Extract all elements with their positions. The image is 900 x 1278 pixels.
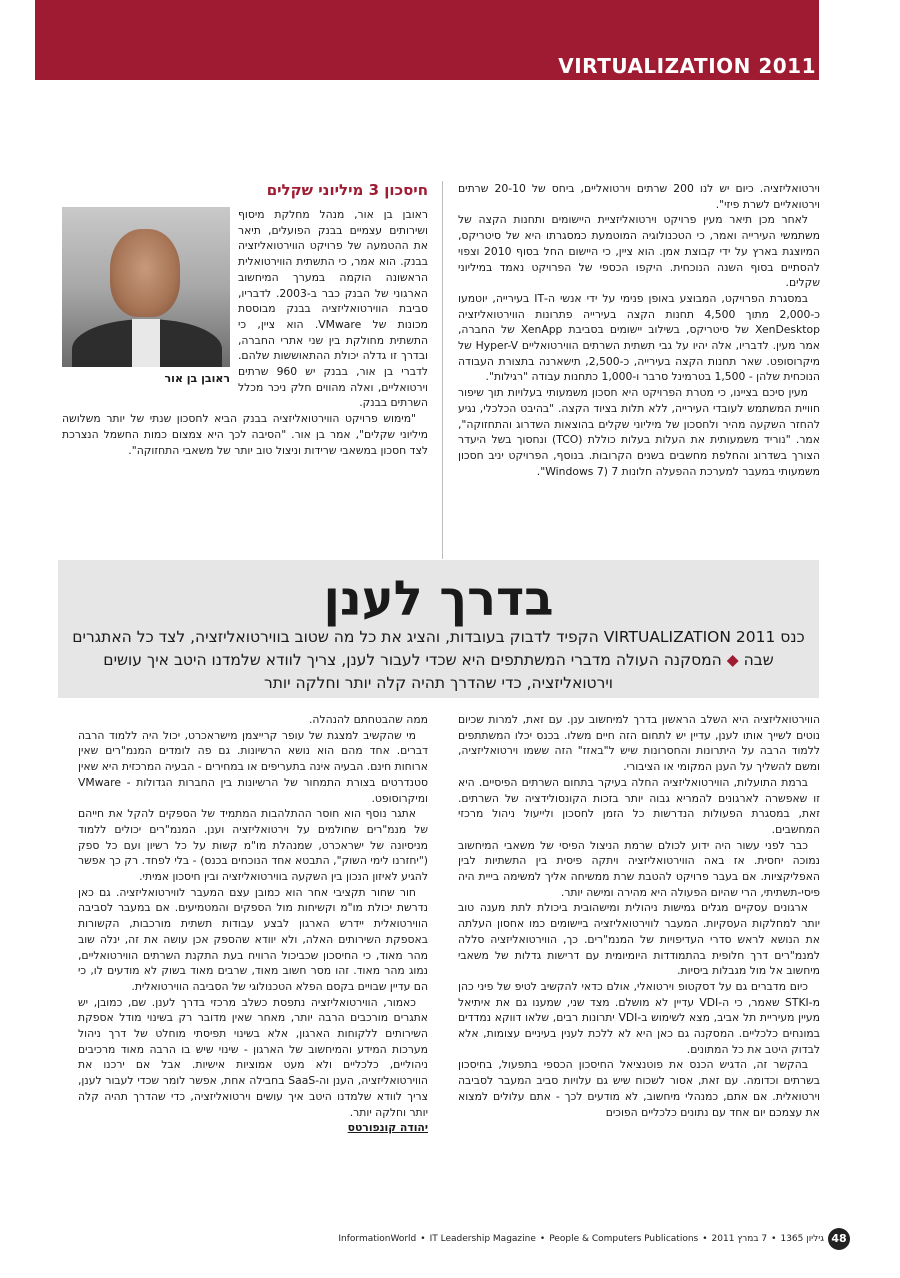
paragraph: "מימוש פרויקט הווירטואליזציה בבנק הביא לחסכון שנתי של יותר משלושה מיליוני שקלים", אמר בן אור. "הסיבה לכך היא צמצום כמות החשמל הנצרכת לצד חסכון במשאבי שרידות וניצול טוב יותר של משאבי התחזוקה". [62, 412, 428, 457]
feature-title: בדרך לענן [323, 571, 554, 627]
article-continuation-column [458, 181, 820, 479]
issue-date: 7 במרץ 2011 [711, 1234, 768, 1244]
paragraph: חור שחור תקציבי אחר הוא כמובן עצם המעבר לווירטואליזציה. גם כאן נדרשת יכולת מו"מ וקשיחות מול הספקים והמטמיעים. אם במעבר לסביבה הווירטואלית יידרש הארגון לבצע עבודות תשתית מורכבות, הקשורות באספקת השירותים האלה, ולא יוודא שהספק אכן עושה את זה, ינלה שוב מהר מאוד, כי החיסכון שכביכול הרוויח בעת התקנת השרתים הווירטואליים, נמוג מהר מאוד. זהו מסר חשוב מאוד, שרבים מאוד בשוק לא מודעים לו, כי הם עדיין שבויים בקסם הפלא הטכנולוגי של הסביבה הווירטואלית. [78, 885, 428, 993]
deck-text: המסקנה העולה מדברי המשתתפים היא שכדי לעבור לענן, צריך לוודא שלמדנו היטב איך עושים וירטואליזציה, כדי שהדרך תהיה קלה יותר וחלקה יותר [103, 651, 722, 692]
paragraph: כאמור, הווירטואליזציה נתפסת כשלב מרכזי בדרך לענן. שם, כמובן, יש אתגרים מורכבים הרבה יותר, מאחר שאין מדובר רק בשינוי מודל אספקת השירותים ללקוחות הארגון, אלא בשינוי תפיסתי מוחלט של דרך ניהול מערכות המידע והמיחשוב של הארגון - שינוי שיש בו הרבה מאוד מרכיבים ניהוליים, כלכליים ולא מעט אמוציות אישיות. אבל אם ירכנו את הווירטואליזציה, הענן וה-SaaS בחבילה אחת, אפשר לומר שכדי לעבור לענן, צריך לוודא שלמדנו היטב איך עושים וירטואליזציה, כדי שהדרך תהיה קלה יותר וחלקה יותר. [78, 995, 428, 1119]
column-divider [442, 181, 443, 559]
paragraph: ממה שהבטחתם להנהלה. [308, 713, 428, 726]
paragraph: במסגרת הפרויקט, המבוצע באופן פנימי על ידי אנשי ה-IT בעירייה, יוטמעו כ-2,000 מתוך 4,500 תחנות הקצה בעירייה פתרונות הווירטואליזציה XenDesktop של סיטריקס, בשילוב יישומים בסביבת XenApp של החברה, אמר מעין. לדבריו, אלה יהיו על גבי תשתית השרתים הווירטואליים Hyper-V של מיקרוסופט. שאר תחנות הקצה בעירייה, כ-2,500, תישארנה בתצורת העבודה הנוכחית שלהן - 1,500 בטרמינל סרבר ו-1,000 כתחנות עבודה "רגילות". [458, 291, 821, 384]
paragraph: אתגר נוסף הוא חוסר ההתלהבות המתמיד של הספקים להקל את חייהם של מנמ"רים שחולמים על וירטואליזציה וענן. המנמ"רים יכולים ללמוד מניסיונה של ישראכרט, שמנהלת מו"מ קשות על כל רשיון ועם כל ספק ("יחזרנו לימי השוק", התבטא אחד הנוכחים בכנס) - בלי לפחד. רק כך אפשר להגיע לאיזון הנכון בין השקעה בווירטואליזציה ובין חיסכון אמיתי. [78, 807, 428, 884]
page-footer [338, 1228, 850, 1250]
paragraph: בהקשר זה, הדגיש הכנס את פוטנציאל החיסכון הכספי בתפעול, בחיסכון בשרתים וכדומה. עם זאת, אסור לשכוח שיש גם עלויות סביב המעבר לסביבה וירטואלית. אם אתם, כמנהלי מיחשוב, לא מודעים לכך - אתם עלולים למצוא את עצמכם יום אחד עם נתונים כלכליים הפוכים [458, 1058, 820, 1119]
page-number: 48 [828, 1228, 850, 1250]
footer-separator: • [771, 1234, 777, 1244]
photo-caption: ראובן בן אור [164, 372, 230, 385]
paragraph: הווירטואליזציה היא השלב הראשון בדרך למיחשוב ענן. עם זאת, למרות שכיום נוטים לשייך אותו לענן, עדיין יש לתחום הזה חיים משלו. בכנס יכלו המשתתפים ללמוד הרבה על היתרונות והחסרונות שיש ל"באזז" הזה ששמו וירטואליזציה, ומשם להשליך על הענן המקומי או הציבורי. [458, 713, 820, 774]
section-title: VIRTUALIZATION 2011 [558, 54, 816, 78]
deck-text: כנס VIRTUALIZATION 2011 הקפיד לדבוק בעובדות, והציג את כל מה שטוב בווירטואליזציה, לצד כל האתגרים שבה [72, 628, 805, 669]
paragraph: מי שהקשיב למצגת של עופר קרייצמן מישראכרט, יכול היה ללמוד הרבה דברים. אחד מהם הוא נושא הרשיונות. גם פה לומדים המנמ"רים שאין ארוחות חינם. הבעיה אינה בתעריפים או במחירים - הבעיה המרכזית היא שאין סטנדרטים בצורת התמחור של הרשיונות בין החברות הגדולות - VMware ומיקרוסופט. [78, 728, 428, 805]
article-column-left [78, 712, 428, 1136]
paragraph: כבר לפני עשור היה ידוע לכולם שרמת הניצול הפיסי של משאבי המיחשוב נמוכה יחסית. אז באה הווירטואליזציה ויתקה פיסית בין התשתיות לבין האפליקציות. אם בעבר פרויקט להטבת שרת ממשיחה אליך למשימה בייית היה פיסי-תשתיתי, הרי שהיום הפעולה היא מהירה ומישה יותר. [458, 838, 820, 899]
footer-separator: • [702, 1234, 708, 1244]
portrait-photo [62, 207, 230, 367]
paragraph: מעין סיכם בציינו, כי מטרת הפרויקט היא חסכון משמעותי בעלויות תוך שיפור חוויית המשתמש לעובדי העירייה, ללא תלות בציוד הקצה. "בהיבט הכלכלי, נגיע להחזר השקעה מהיר ולחסכון של מיליוני שקלים בהוצאות השדרוג והתחזוקה", אמר. "נוריד משמעותית את העלות בעלות כוללת (TCO) ונחסוך בשל היעדר הצורך בשדרוג והחלפת מחשבים בשנים הקרובות. בנוסף, הפרויקט יניב חסכון משמעותי במעבר למערכת ההפעלה חלונות Windows 7) 7". [458, 386, 820, 478]
publication-name: InformationWorld [338, 1234, 417, 1244]
photo-figure [62, 207, 230, 387]
diamond-icon: ◆ [726, 651, 739, 669]
issue-number: גיליון 1365 [780, 1234, 824, 1244]
article-column-right [458, 712, 820, 1120]
feature-deck [68, 626, 809, 695]
paragraph: ברמת התועלות, הווירטואליזציה החלה בעיקר בתחום השרתים הפיסיים. היא זו שאפשרה לארגונים להמריא גבוה יותר בזכות הקונסולידציה של השרתים. זאת, במסגרת הפעולות הנדרשות כל הזמן לחסכון ולייעול ניהול מרכזי המחשבים. [458, 775, 820, 836]
paragraph: ארגונים עסקיים מגלים גמישות ניהולית ומישהובית ביכולת לתת מענה טוב יותר למחלקות העסקיות. המעבר לווירטואליזציה ביישומים כמו אחסון העלתה את הנושא לראש סדרי העדיפויות של המנמ"רים. כך, הווירטואליזציה סללה למנמ"רים דרך חלופית בהתמודדות היומיומית עם דרישות גדלות של משאבי מיחשוב אל מול מגבלות ביסיות. [458, 901, 820, 978]
publication-name: IT Leadership Magazine [429, 1234, 536, 1244]
paragraph: ראובן בן אור, מנהל מחלקת מיסוף ושירותים עצמיים בבנק הפועלים, תיאר את ההטמעה של פרויקט הווירטואליזציה בבנק. הוא אמר, כי התשתית הווירטואלית הראשונה הוקמה במערך המיחשוב הארגוני של הבנק כבר ב-2003. לדבריו, סביבת הווירטואליזציה בבנק מבוססת מכונות של VMware. הוא ציין, כי התשתית מחולקת בין שני אתרי החברה, ובדרך זו גדלה יכולת ההתאוששות שלהם. לדברי בן אור, בבנק יש 960 שרתים וירטואליים, ואלה מהווים חלק ניכר מכלל השרתים בבנק. [238, 208, 429, 410]
footer-separator: • [539, 1234, 546, 1244]
byline: יהודה קונפורטס [347, 1121, 428, 1135]
paragraph: וירטואליזציה. כיום יש לנו 200 שרתים וירטואליים, ביחס של 20-10 שרתים וירטואליים לשרת פיזי". [458, 182, 820, 211]
paragraph: לאחר מכן תיאר מעין פרויקט וירטואליזציית היישומים ותחנות הקצה של משתמשי העירייה ואמר, כי הטכנולוגיה המוטמעת כמסגרתו היא של סיטריקס, המיוצגת בארץ על ידי קבוצת אמן. הוא ציין, כי היישום החל בסוף 2010 וצפוי להסתיים בסוף השנה הנוכחית. היקפו הכספי של הפרויקט נאמד במיליוני שקלים. [458, 213, 820, 290]
sidebar-heading: חיסכון 3 מיליוני שקלים [266, 181, 428, 199]
sidebar-column [62, 181, 428, 458]
publisher-name: People & Computers Publications [549, 1234, 699, 1244]
paragraph: כיום מדברים גם על דסקטופ וירטואלי, אולם כדאי להקשיב לטיפ של פיני כהן מ-STKI שאמר, כי ה-VDI עדיין לא מושלם. מצד שני, שמענו גם את איתיאל מעיין מעיריית תל אביב, מצא לשימוש ב-VDI יתרונות רבים, שלאו דווקא נמדדים במונחים כלכליים. המסקנה גם כאן היא לא ללכת לענין בעיניים עצומות, אלא לבדוק היטב את כל המתונים. [458, 979, 820, 1056]
footer-separator: • [420, 1234, 426, 1244]
